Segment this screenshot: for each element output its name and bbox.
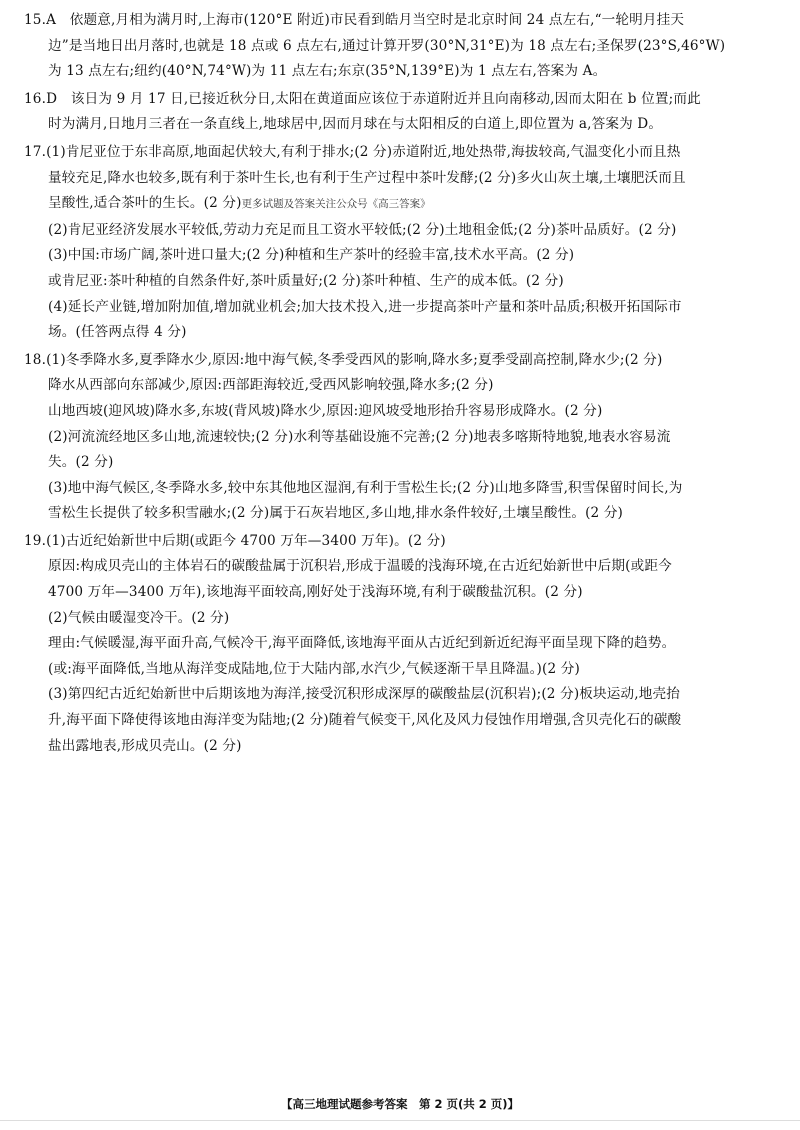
- answer-19-line-5: 理由:气候暖湿,海平面升高,气候冷干,海平面降低,该地海平面从古近纪到新近纪海平面呈现下降的趋势。: [48, 635, 676, 652]
- answer-18-line-6: (3)地中海气候区,冬季降水多,较中东其他地区湿润,有利于雪松生长;(2 分)山地多降雪,积雪保留时间长,为: [48, 479, 683, 496]
- answer-19-line-7: (3)第四纪古近纪始新世中后期该地为海洋,接受沉积形成深厚的碳酸盐层(沉积岩);(2 分)板块运动,地壳抬: [48, 686, 680, 703]
- answer-15-line-2: 边”是当地日出月落时,也就是 18 点或 6 点左右,通过计算开罗(30°N,31°E)为 18 点左右;圣保罗(23°S,46°W): [48, 37, 726, 54]
- answer-content: [24, 8, 780, 759]
- answer-18-line-4: (2)河流流经地区多山地,流速较快;(2 分)水利等基础设施不完善;(2 分)地表多喀斯特地貌,地表水容易流: [48, 428, 671, 445]
- answer-16: [24, 87, 780, 138]
- answer-17-line-4: (2)肯尼亚经济发展水平较低,劳动力充足而且工资水平较低;(2 分)土地租金低;(2 分)茶叶品质好。(2 分): [48, 221, 677, 238]
- answer-17-line-5: (3)中国:市场广阔,茶叶进口量大;(2 分)种植和生产茶叶的经验丰富,技术水平高。(2 分): [48, 247, 575, 264]
- answer-16-line-2: 时为满月,日地月三者在一条直线上,地球居中,因而月球在与太阳相反的白道上,即位置为 a,答案为 D。: [48, 116, 663, 133]
- answer-18-line-3: 山地西坡(迎风坡)降水多,东坡(背风坡)降水少,原因:迎风坡受地形抬升容易形成降水。(2 分): [48, 402, 603, 419]
- answer-19-line-2: 原因:构成贝壳山的主体岩石的碳酸盐属于沉积岩,形成于温暖的浅海环境,在古近纪始新世中后期(或距今: [48, 558, 672, 575]
- answer-18-line-5: 失。(2 分): [48, 454, 114, 471]
- answer-19-line-6: (或:海平面降低,当地从海洋变成陆地,位于大陆内部,水汽少,气候逐渐干旱且降温。)(2 分): [48, 660, 580, 677]
- page-footer: 【高三地理试题参考答案 第 2 页(共 2 页)】: [280, 1097, 520, 1111]
- answer-16-line-1: 16.D 该日为 9 月 17 日,已接近秋分日,太阳在黄道面应该位于赤道附近并且向南移动,因而太阳在 b 位置;而此: [24, 90, 701, 107]
- answer-19-line-9: 盐出露地表,形成贝壳山。(2 分): [48, 737, 242, 754]
- answer-15-line-3: 为 13 点左右;纽约(40°N,74°W)为 11 点左右;东京(35°N,139°E)为 1 点左右,答案为 A。: [48, 63, 607, 80]
- answer-17-line-6: 或肯尼亚:茶叶种植的自然条件好,茶叶质量好;(2 分)茶叶种植、生产的成本低。(2 分): [48, 272, 564, 289]
- watermark-note: 更多试题及答案关注公众号《高三答案》: [241, 198, 431, 211]
- answer-19-line-1: 19.(1)古近纪始新世中后期(或距今 4700 万年—3400 万年)。(2 分): [24, 532, 446, 549]
- answer-18-line-7: 雪松生长提供了较多积雪融水;(2 分)属于石灰岩地区,多山地,排水条件较好,土壤呈酸性。(2 分): [48, 505, 624, 522]
- answer-17-line-1: 17.(1)肯尼亚位于东非高原,地面起伏较大,有利于排水;(2 分)赤道附近,地处热带,海拔较高,气温变化小而且热: [24, 143, 681, 160]
- answer-17-line-7: (4)延长产业链,增加附加值,增加就业机会;加大技术投入,进一步提高茶叶产量和茶叶品质;积极开拓国际市: [48, 298, 682, 315]
- answer-17-line-3-text: 呈酸性,适合茶叶的生长。(2 分): [48, 195, 242, 212]
- answer-17-line-2: 量较充足,降水也较多,既有利于茶叶生长,也有利于生产过程中茶叶发酵;(2 分)多火山灰土壤,土壤肥沃而且: [48, 169, 686, 186]
- answer-19-line-3: 4700 万年—3400 万年),该地海平面较高,刚好处于浅海环境,有利于碳酸盐沉积。(2 分): [48, 584, 583, 601]
- answer-18: [24, 348, 780, 527]
- answer-15-line-1: 15.A 依题意,月相为满月时,上海市(120°E 附近)市民看到皓月当空时是北京时间 24 点左右,“一轮明月挂天: [24, 12, 685, 28]
- answer-18-line-2: 降水从西部向东部减少,原因:西部距海较近,受西风影响较强,降水多;(2 分): [48, 377, 494, 394]
- answer-19-line-4: (2)气候由暖湿变冷干。(2 分): [48, 609, 230, 626]
- answer-17: [24, 140, 780, 346]
- answer-17-line-3: [24, 191, 780, 218]
- answer-17-line-8: 场。(任答两点得 4 分): [48, 324, 187, 341]
- answer-18-line-1: 18.(1)冬季降水多,夏季降水少,原因:地中海气候,冬季受西风的影响,降水多;夏季受副高控制,降水少;(2 分): [24, 351, 663, 368]
- answer-15: [24, 8, 780, 85]
- bottom-divider: [0, 1120, 800, 1121]
- answer-19-line-8: 升,海平面下降使得该地由海洋变为陆地;(2 分)随着气候变干,风化及风力侵蚀作用增强,含贝壳化石的碳酸: [48, 712, 682, 729]
- answer-19: [24, 529, 780, 759]
